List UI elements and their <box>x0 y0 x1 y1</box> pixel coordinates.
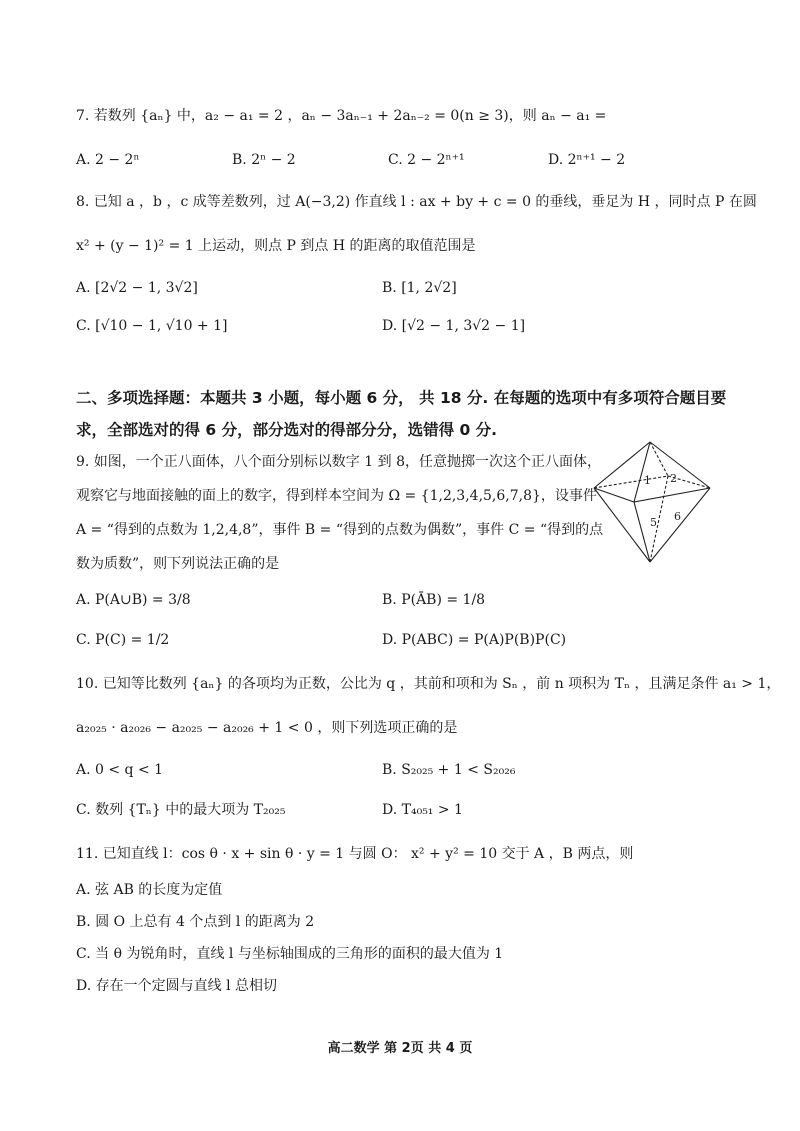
figure-label-2: 2 <box>670 472 677 485</box>
q8-option-b: B. [1, 2√2] <box>382 280 457 296</box>
q8-option-c: C. [√10 − 1, √10 + 1] <box>76 318 228 334</box>
q10-option-a: A. 0 < q < 1 <box>76 762 164 778</box>
page-footer: 高二数学 第 2页 共 4 页 <box>327 1041 473 1056</box>
q11-option-a: A. 弦 AB 的长度为定值 <box>76 882 223 898</box>
q11-stem: 11. 已知直线 l：cos θ · x + sin θ · y = 1 与圆 O： x² + y² = 10 交于 A ，B 两点，则 <box>76 846 634 862</box>
q8-stem-line1: 8. 已知 a ，b ，c 成等差数列，过 A(−3,2) 作直线 l : ax + by + c = 0 的垂线，垂足为 H ，同时点 P 在圆 <box>76 194 757 210</box>
q9-option-c: C. P(C) = 1/2 <box>76 632 170 648</box>
figure-label-5: 5 <box>650 516 657 529</box>
q7-option-b: B. 2ⁿ − 2 <box>232 152 296 168</box>
q8-option-a: A. [2√2 − 1, 3√2] <box>76 280 198 296</box>
section2-heading-line2: 求，全部选对的得 6 分，部分选对的得部分分，选错得 0 分. <box>76 421 498 439</box>
q7-option-a: A. 2 − 2ⁿ <box>76 152 140 168</box>
q10-option-b: B. S₂₀₂₅ + 1 < S₂₀₂₆ <box>382 762 516 778</box>
q11-option-c: C. 当 θ 为锐角时，直线 l 与坐标轴围成的三角形的面积的最大值为 1 <box>76 946 504 962</box>
section2-heading-line1: 二、多项选择题：本题共 3 小题，每小题 6 分， 共 18 分. 在每题的选项中有多项符合题目要 <box>76 389 727 407</box>
q9-line3: A = “得到的点数为 1,2,4,8”，事件 B = “得到的点数为偶数”，事件 C = “得到的点 <box>76 522 604 538</box>
q8-option-d: D. [√2 − 1, 3√2 − 1] <box>382 318 526 334</box>
q7-stem: 7. 若数列 {aₙ} 中，a₂ − a₁ = 2 ，aₙ − 3aₙ₋₁ + 2aₙ₋₂ = 0(n ≥ 3)，则 aₙ − a₁ = <box>76 108 607 124</box>
q9-line2: 观察它与地面接触的面上的数字，得到样本空间为 Ω = {1,2,3,4,5,6,7,8}，设事件 <box>76 488 597 504</box>
q10-option-c: C. 数列 {Tₙ} 中的最大项为 T₂₀₂₅ <box>76 802 286 818</box>
octahedron-figure <box>588 440 714 566</box>
q9-option-b: B. P(ĀB) = 1/8 <box>382 592 486 608</box>
q9-line1: 9. 如图，一个正八面体，八个面分别标以数字 1 到 8，任意抛掷一次这个正八面体， <box>76 454 601 470</box>
q9-option-a: A. P(A∪B) = 3/8 <box>76 592 191 608</box>
q9-option-d: D. P(ABC) = P(A)P(B)P(C) <box>382 632 567 648</box>
q10-option-d: D. T₄₀₅₁ > 1 <box>382 802 463 818</box>
figure-label-6: 6 <box>674 510 681 523</box>
q10-line2: a₂₀₂₅ · a₂₀₂₆ − a₂₀₂₅ − a₂₀₂₆ + 1 < 0 ，则下列选项正确的是 <box>76 720 458 736</box>
q8-stem-line2: x² + (y − 1)² = 1 上运动，则点 P 到点 H 的距离的取值范围是 <box>76 238 476 254</box>
q7-option-c: C. 2 − 2ⁿ⁺¹ <box>388 152 465 168</box>
q9-line4: 数为质数”，则下列说法正确的是 <box>76 556 280 572</box>
figure-label-1: 1 <box>644 474 651 487</box>
q11-option-b: B. 圆 O 上总有 4 个点到 l 的距离为 2 <box>76 914 315 930</box>
q7-option-d: D. 2ⁿ⁺¹ − 2 <box>548 152 626 168</box>
q11-option-d: D. 存在一个定圆与直线 l 总相切 <box>76 978 278 994</box>
q10-line1: 10. 已知等比数列 {aₙ} 的各项均为正数，公比为 q ，其前和项和为 Sₙ ，前 n 项积为 Tₙ ，且满足条件 a₁ > 1， <box>76 676 781 692</box>
